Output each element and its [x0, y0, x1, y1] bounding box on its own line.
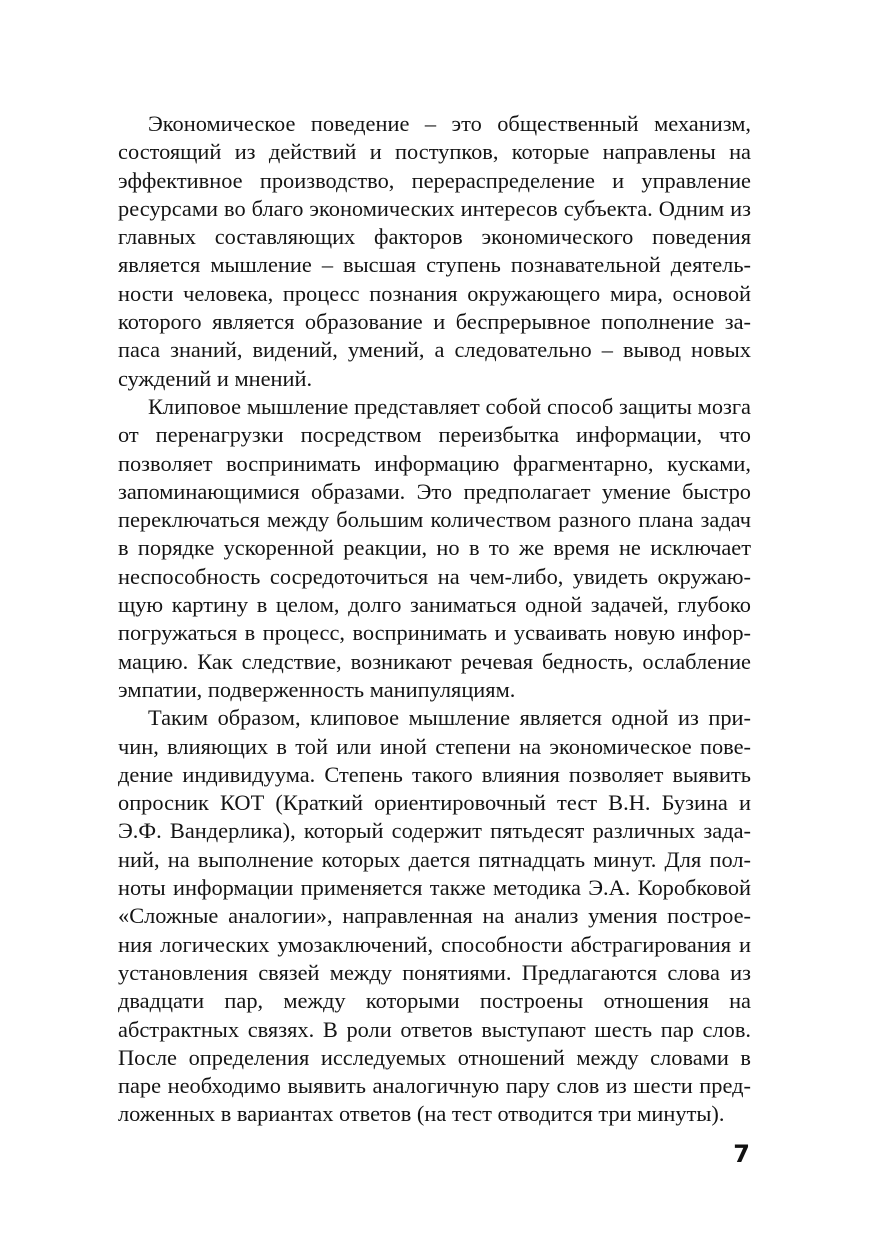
page-number: 7	[733, 1140, 750, 1168]
paragraph-clip-thinking: Клиповое мышление представляет собой способ защиты мозга от перенагрузки посредством переизбытка информации, что позволяет воспринимать информацию фрагментарно, кусками, запоминающимися образами. Это предполагает умение быстро переключаться между большим количеством разного плана задач в порядке ускоренной реакции, но в то же время не исключает неспособность сосредоточиться на чем-либо, увидеть окружающую картину в целом, долго заниматься одной задачей, глубоко погружаться в процесс, воспринимать и усваивать новую информацию. Как следствие, возникают речевая бедность, ослабление эмпатии, подверженность манипуляциям.	[118, 393, 751, 702]
paragraph-economic-behavior: Экономическое поведение – это общественный механизм, состоящий из действий и поступков, которые направлены на эффективное производство, перераспределение и управление ресурсами во благо экономических интересов субъекта. Одним из главных составляющих факторов экономического поведения является мышление – высшая ступень познавательной деятельности человека, процесс познания окружающего мира, основой которого является образование и беспрерывное пополнение запаса знаний, видений, умений, а следовательно – вывод новых суждений и мнений.	[118, 111, 751, 391]
page-body	[118, 110, 751, 1129]
paragraph-conclusion: Таким образом, клиповое мышление является одной из причин, влияющих в той или иной степени на экономическое поведение индивидуума. Степень такого влияния позволяет выявить опросник КОТ (Краткий ориентировочный тест В.Н. Бузина и Э.Ф. Вандерлика), который содержит пятьдесят различных заданий, на выполнение которых дается пятнадцать минут. Для полноты информации применяется также методика Э.А. Коробковой «Сложные аналогии», направленная на анализ умения построения логических умозаключений, способности абстрагирования и установления связей между понятиями. Предлагаются слова из двадцати пар, между которыми построены отношения на абстрактных связях. В роли ответов выступают шесть пар слов. После определения исследуемых отношений между словами в паре необходимо выявить аналогичную пару слов из шести предложенных в вариантах ответов (на тест отводится три минуты).	[118, 705, 751, 1127]
